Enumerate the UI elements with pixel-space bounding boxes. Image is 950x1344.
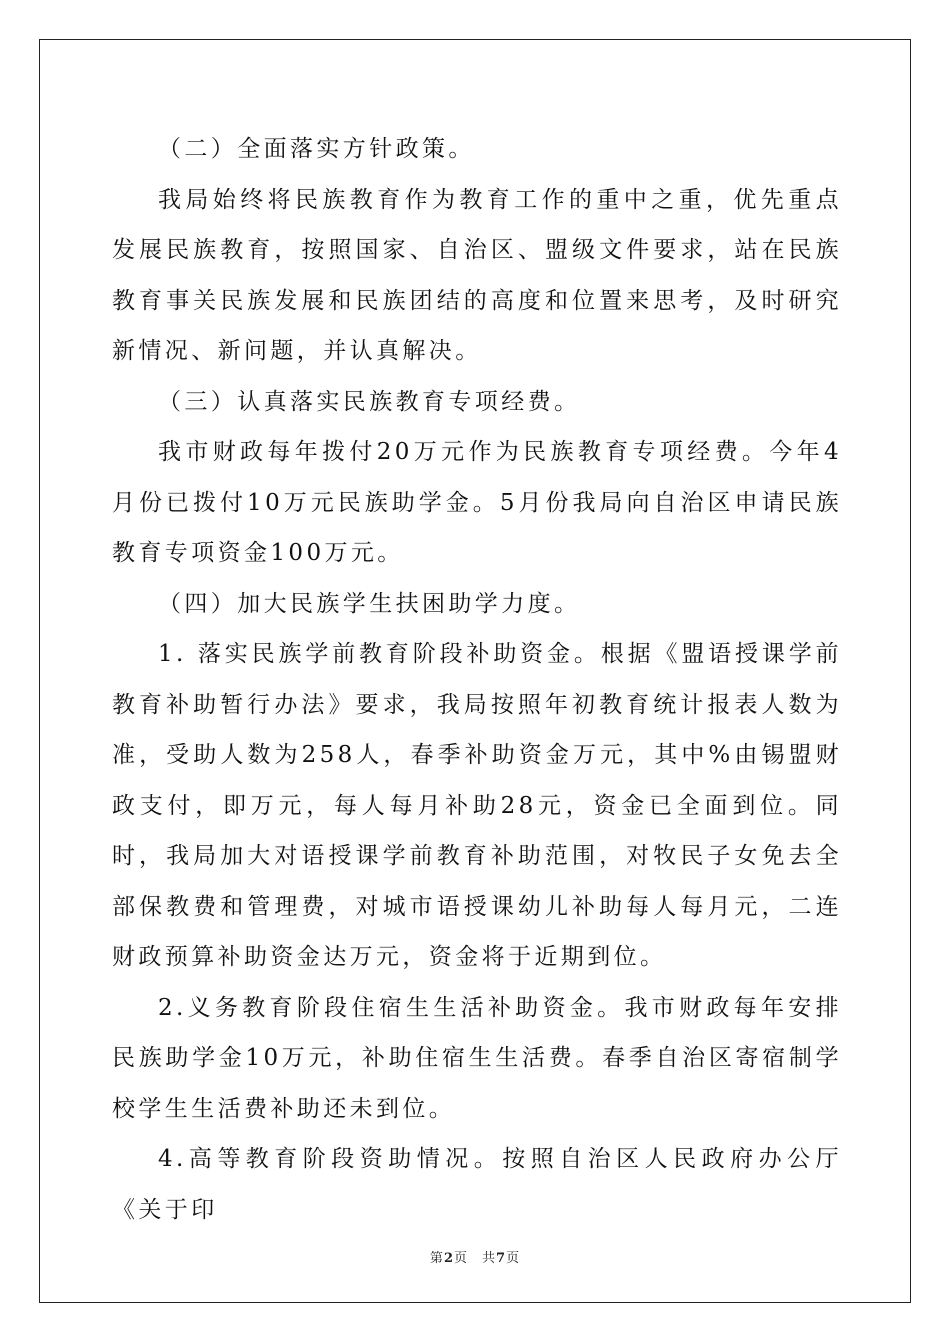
paragraph-heading-2: （二）全面落实方针政策。 [158, 136, 475, 162]
page-number: 2 [443, 1251, 454, 1266]
total-pages: 7 [496, 1251, 507, 1266]
document-body [112, 124, 842, 1235]
paragraph-body: 2.义务教育阶段住宿生生活补助资金。我市财政每年安排民族助学金10万元，补助住宿生生活费。春季自治区寄宿制学校学生生活费补助还未到位。 [112, 994, 842, 1122]
paragraph-body: 1. 落实民族学前教育阶段补助资金。根据《盟语授课学前教育补助暂行办法》要求，我局按照年初教育统计报表人数为准，受助人数为258人，春季补助资金万元，其中%由锡盟财政支付，即万元，每人每月补助28元，资金已全面到位。同时，我局加大对语授课学前教育补助范围，对牧民子女免去全部保教费和管理费，对城市语授课幼儿补助每人每月元，二连财政预算补助资金达万元，资金将于近期到位。 [112, 641, 842, 970]
paragraph-body: 我市财政每年拨付20万元作为民族教育专项经费。今年4月份已拨付10万元民族助学金。5月份我局向自治区申请民族教育专项资金100万元。 [112, 439, 842, 566]
paragraph-heading-4: （四）加大民族学生扶困助学力度。 [158, 590, 581, 617]
page-prefix: 第 [429, 1251, 444, 1266]
page-suffix: 页 [453, 1251, 468, 1266]
page-footer [0, 1247, 950, 1266]
paragraph-heading-3: （三）认真落实民族教育专项经费。 [158, 388, 581, 415]
paragraph-body: 4.高等教育阶段资助情况。按照自治区人民政府办公厅《关于印 [112, 1146, 842, 1223]
paragraph-body: 我局始终将民族教育作为教育工作的重中之重，优先重点发展民族教育，按照国家、自治区、盟级文件要求，站在民族教育事关民族发展和民族团结的高度和位置来思考，及时研究新情况、新问题，并认真解决。 [112, 186, 842, 364]
total-suffix: 页 [506, 1251, 521, 1266]
total-prefix: 共 [482, 1251, 497, 1266]
